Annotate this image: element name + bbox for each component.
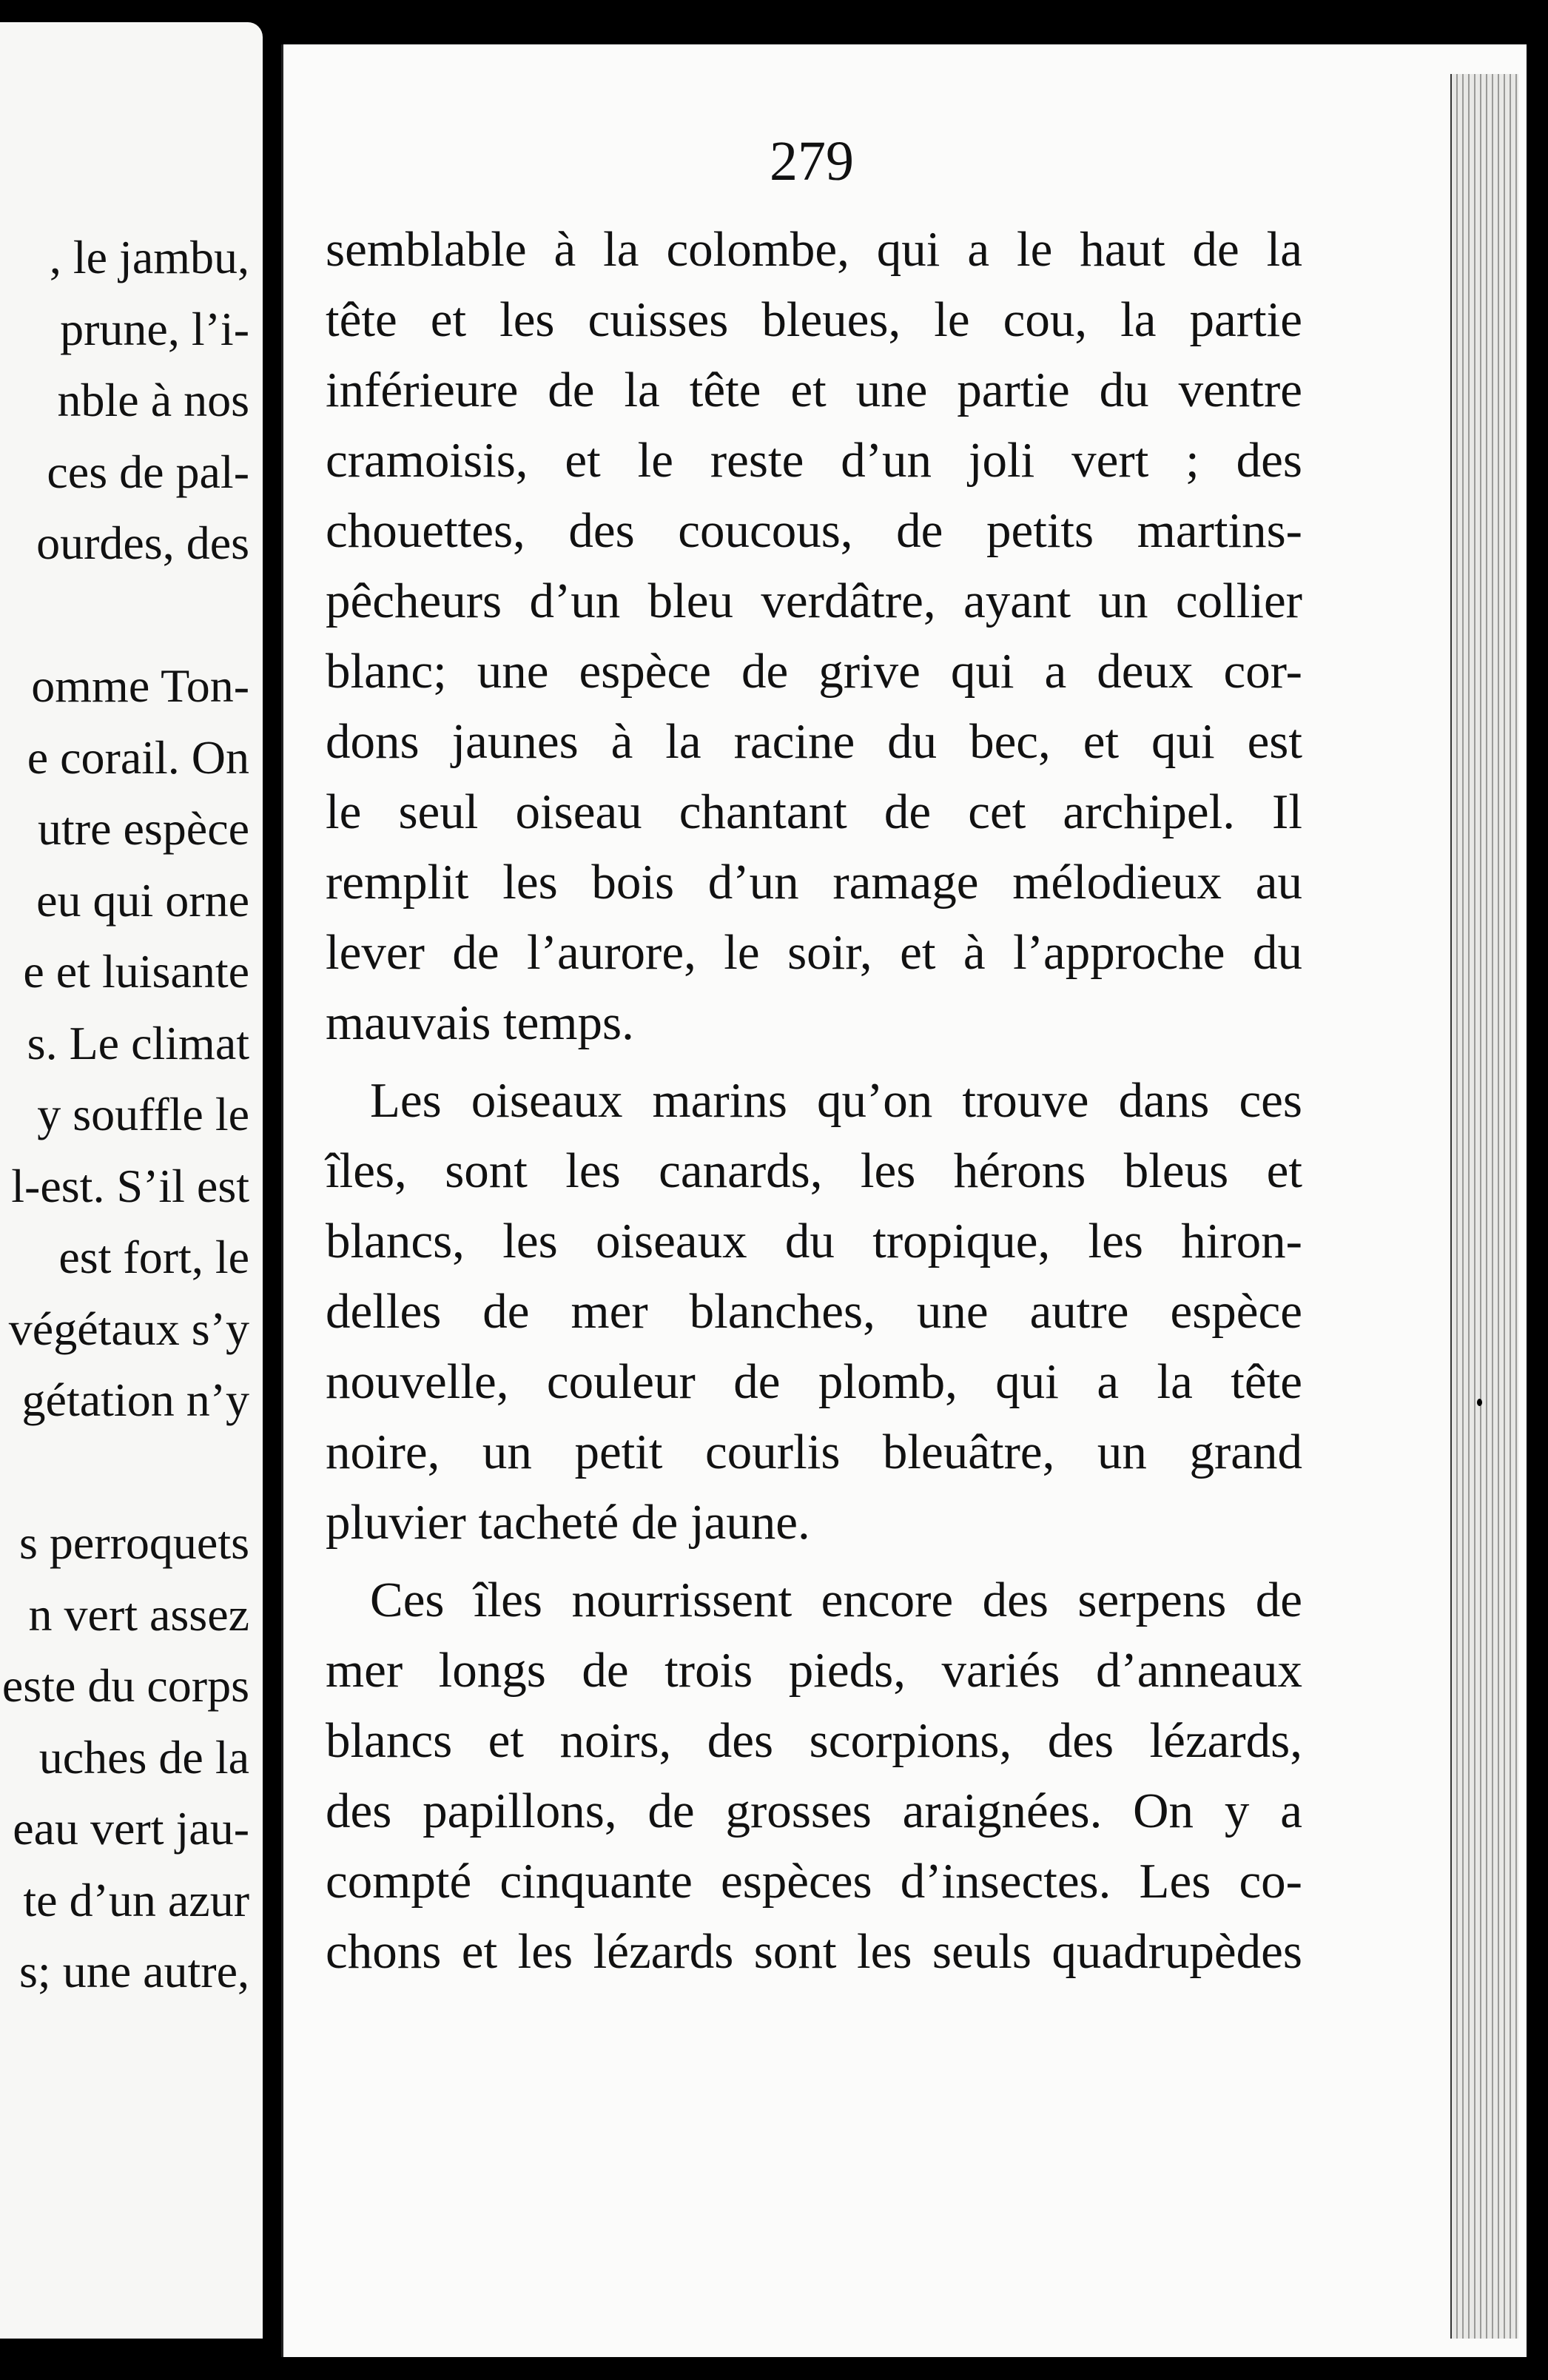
facing-line: s. Le climat xyxy=(27,1016,249,1069)
page-body-text xyxy=(326,215,1302,1987)
facing-line: eu qui orne xyxy=(36,873,249,927)
text-line: Ces îles nourrissent encore des serpens de xyxy=(370,1573,1302,1627)
text-line: îles, sont les canards, les hérons bleus et xyxy=(326,1143,1302,1198)
facing-page-text xyxy=(0,222,249,2008)
text-line: des papillons, de grosses araignées. On y a xyxy=(326,1784,1302,1838)
facing-line: prune, l’i- xyxy=(60,302,249,355)
page-number: 279 xyxy=(770,130,854,192)
facing-line: e corail. On xyxy=(27,730,249,784)
text-line: blancs, les oiseaux du tropique, les hiron- xyxy=(326,1214,1302,1268)
text-line: mauvais temps. xyxy=(326,995,634,1050)
text-line: compté cinquante espèces d’insectes. Les co- xyxy=(326,1854,1302,1909)
text-line: mer longs de trois pieds, variés d’anneaux xyxy=(326,1643,1302,1698)
text-line: semblable à la colombe, qui a le haut de la xyxy=(326,222,1302,277)
facing-line: gétation n’y xyxy=(21,1374,249,1426)
facing-line: s; une autre, xyxy=(19,1945,249,1997)
facing-line: eau vert jau- xyxy=(13,1802,249,1855)
text-line: chons et les lézards sont les seuls quadrupèdes xyxy=(326,1924,1302,1979)
text-line: inférieure de la tête et une partie du ventre xyxy=(326,363,1302,417)
facing-line: omme Ton- xyxy=(31,659,249,712)
facing-line: l-est. S’il est xyxy=(11,1159,249,1212)
facing-line: ces de pal- xyxy=(47,445,249,498)
facing-line: e et luisante xyxy=(23,945,249,998)
text-line: blanc; une espèce de grive qui a deux cor- xyxy=(326,644,1302,699)
facing-line: , le jambu, xyxy=(49,231,249,283)
facing-line: este du corps xyxy=(1,1659,249,1712)
text-line: noire, un petit courlis bleuâtre, un grand xyxy=(326,1425,1302,1479)
text-line: remplit les bois d’un ramage mélodieux au xyxy=(326,855,1302,910)
text-line: blancs et noirs, des scorpions, des lézards, xyxy=(326,1713,1302,1768)
paragraph-gap xyxy=(326,1058,1302,1066)
text-line: le seul oiseau chantant de cet archipel. Il xyxy=(326,784,1302,839)
facing-line: y souffle le xyxy=(37,1088,249,1140)
paragraph-gap xyxy=(326,1558,1302,1565)
text-line: pêcheurs d’un bleu verdâtre, ayant un collier xyxy=(326,574,1302,628)
text-line: cramoisis, et le reste d’un joli vert ; des xyxy=(326,433,1302,488)
ink-speck xyxy=(1477,1399,1482,1406)
facing-line: s perroquets xyxy=(18,1516,249,1569)
facing-line: uches de la xyxy=(38,1730,249,1784)
facing-line: n vert assez xyxy=(28,1587,249,1641)
text-line: tête et les cuisses bleues, le cou, la partie xyxy=(326,292,1302,347)
facing-line: te d’un azur xyxy=(23,1873,249,1926)
facing-line: est fort, le xyxy=(58,1231,249,1283)
text-line: lever de l’aurore, le soir, et à l’approche du xyxy=(326,925,1302,980)
facing-line: végétaux s’y xyxy=(8,1302,249,1355)
facing-page-fragment xyxy=(0,22,263,2339)
text-line: Les oiseaux marins qu’on trouve dans ces xyxy=(370,1073,1302,1128)
text-line: chouettes, des coucous, de petits martins- xyxy=(326,503,1302,558)
text-line: dons jaunes à la racine du bec, et qui est xyxy=(326,714,1302,769)
facing-line: ourdes, des xyxy=(36,517,249,569)
text-line: delles de mer blanches, une autre espèce xyxy=(326,1284,1302,1339)
facing-line xyxy=(0,1436,249,1508)
text-line: pluvier tacheté de jaune. xyxy=(326,1495,810,1550)
facing-line: utre espèce xyxy=(37,802,249,855)
page-edges xyxy=(1450,74,1518,2339)
facing-line xyxy=(0,579,249,651)
text-line: nouvelle, couleur de plomb, qui a la tête xyxy=(326,1354,1302,1409)
facing-line: nble à nos xyxy=(57,374,249,426)
